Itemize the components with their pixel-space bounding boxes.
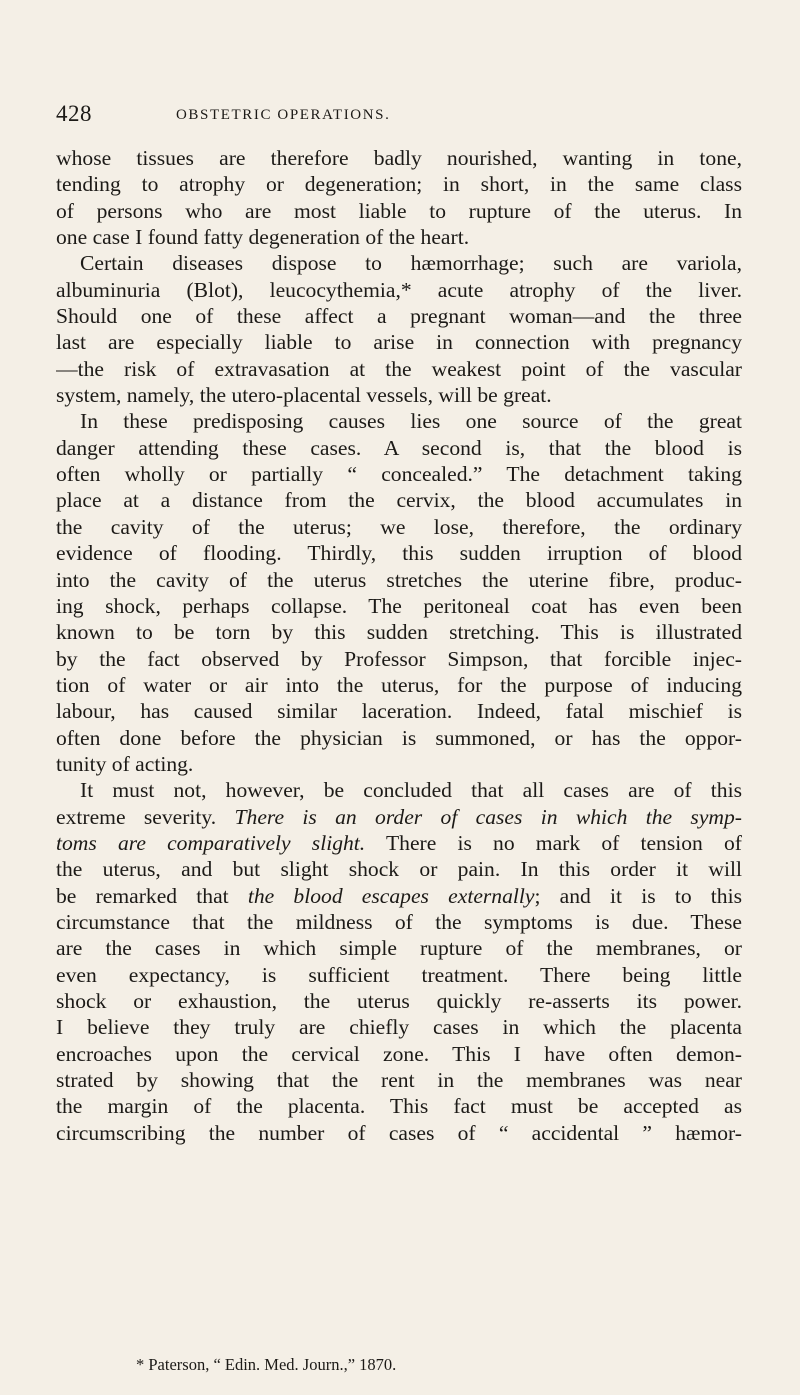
text-line: In these predisposing causes lies one source of the great xyxy=(80,409,742,434)
text-line: often done before the physician is summoned, or has the oppor- xyxy=(56,725,742,750)
text-line: Should one of these affect a pregnant woman—and the three xyxy=(56,304,742,329)
text-line: be remarked that the blood escapes externally; and it is to this xyxy=(56,883,742,908)
text-line: the uterus, and but slight shock or pain. In this order it will xyxy=(56,857,742,882)
text-line: shock or exhaustion, the uterus quickly re-asserts its power. xyxy=(56,989,742,1013)
text-line: system, namely, the utero-placental vessels, will be great. xyxy=(56,383,552,408)
body-text xyxy=(56,145,742,1146)
text-line: tion of water or air into the uterus, for the purpose of inducing xyxy=(56,672,742,697)
footnote: * Paterson, “ Edin. Med. Journ.,” 1870. xyxy=(136,1355,397,1374)
text-line: toms are comparatively slight. There is no mark of tension of xyxy=(56,830,742,855)
text-line: often wholly or partially “ concealed.” The detachment taking xyxy=(56,462,742,487)
text-line: by the fact observed by Professor Simpson, that forcible injec- xyxy=(56,646,742,671)
text-line: evidence of flooding. Thirdly, this sudden irruption of blood xyxy=(56,541,742,566)
text-line: the margin of the placenta. This fact must be accepted as xyxy=(56,1094,742,1119)
text-line: danger attending these cases. A second is, that the blood is xyxy=(56,435,742,460)
text-line: albuminuria (Blot), leucocythemia,* acute atrophy of the liver. xyxy=(56,277,742,302)
text-line: strated by showing that the rent in the membranes was near xyxy=(56,1068,742,1093)
page-number: 428 xyxy=(56,101,92,126)
text-line: Certain diseases dispose to hæmorrhage; such are variola, xyxy=(80,251,742,276)
text-line: tending to atrophy or degeneration; in short, in the same class xyxy=(56,172,742,197)
text-line: labour, has caused similar laceration. Indeed, fatal mischief is xyxy=(56,699,742,724)
text-line: the cavity of the uterus; we lose, therefore, the ordinary xyxy=(56,514,742,539)
text-line: ing shock, perhaps collapse. The peritoneal coat has even been xyxy=(56,593,742,618)
text-line: I believe they truly are chiefly cases in which the placenta xyxy=(56,1015,742,1040)
text-line: extreme severity. There is an order of cases in which the symp- xyxy=(56,804,742,829)
text-line: whose tissues are therefore badly nourished, wanting in tone, xyxy=(56,146,742,170)
text-line: tunity of acting. xyxy=(56,751,194,776)
text-line: encroaches upon the cervical zone. This I have often demon- xyxy=(56,1041,742,1066)
text-line: circumstance that the mildness of the symptoms is due. These xyxy=(56,909,742,934)
text-line: one case I found fatty degeneration of the heart. xyxy=(56,225,470,250)
running-head: OBSTETRIC OPERATIONS. xyxy=(176,107,391,123)
text-line: circumscribing the number of cases of “ accidental ” hæmor- xyxy=(56,1120,742,1145)
text-line: place at a distance from the cervix, the blood accumulates in xyxy=(56,488,742,513)
page-header xyxy=(56,101,746,135)
text-line: last are especially liable to arise in connection with pregnancy xyxy=(56,330,742,355)
text-line: known to be torn by this sudden stretching. This is illustrated xyxy=(56,620,742,645)
text-line: —the risk of extravasation at the weakest point of the vascular xyxy=(56,356,742,381)
text-line: are the cases in which simple rupture of the membranes, or xyxy=(56,936,742,961)
text-line: It must not, however, be concluded that all cases are of this xyxy=(80,778,742,803)
text-line: even expectancy, is sufficient treatment. There being little xyxy=(56,962,742,987)
text-line: into the cavity of the uterus stretches the uterine fibre, produc- xyxy=(56,567,742,592)
text-line: of persons who are most liable to rupture of the uterus. In xyxy=(56,198,742,223)
